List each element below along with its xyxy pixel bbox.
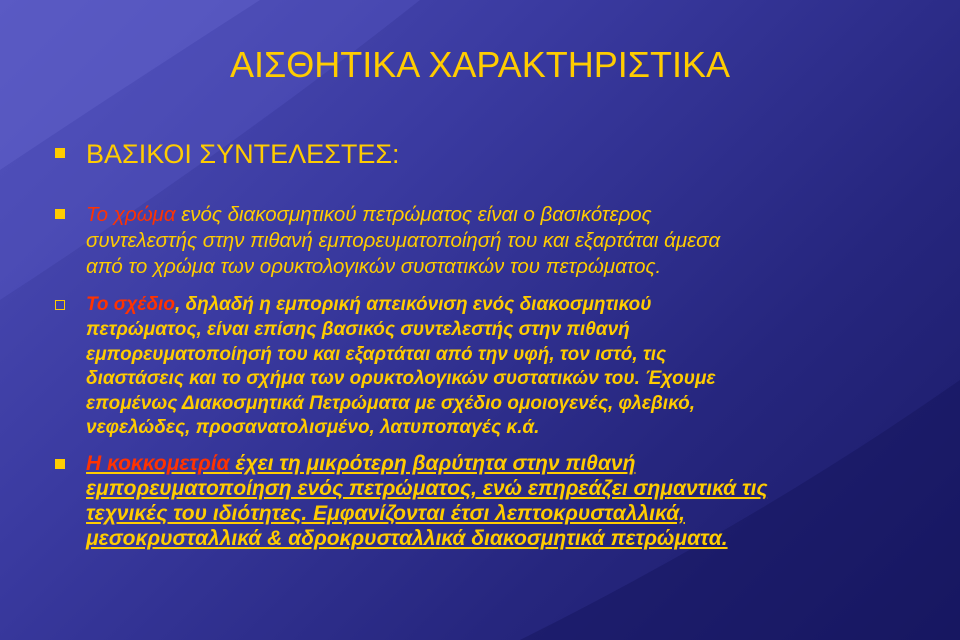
paragraph-3-line-2: εμπορευματοποίηση ενός πετρώματος, ενώ επηρεάζει σημαντικά τις [86, 477, 768, 500]
paragraph-3-line-1: Η κοκκομετρία έχει τη μικρότερη βαρύτητα στην πιθανή [86, 452, 636, 475]
bullet-icon [55, 209, 65, 219]
bullet-icon [55, 148, 65, 158]
paragraph-2-line-3: εμπορευματοποίησή του και εξαρτάται από την υφή, τον ιστό, τις [86, 344, 667, 365]
paragraph-1-line-2: συντελεστής στην πιθανή εμπορευματοποίησή του και εξαρτάται άμεσα [86, 229, 721, 252]
highlight-grain-term: Η κοκκομετρία [86, 452, 230, 475]
highlight-color-term: Το χρώμα [86, 203, 176, 226]
slide-title: ΑΙΣΘΗΤΙΚΑ ΧΑΡΑΚΤΗΡΙΣΤΙΚΑ [230, 44, 730, 85]
paragraph-2-line-5: επομένως Διακοσμητικά Πετρώματα με σχέδιο ομοιογενές, φλεβικό, [86, 393, 696, 414]
paragraph-2-line-4: διαστάσεις και το σχήμα των ορυκτολογικών συστατικών του. Έχουμε [86, 368, 716, 389]
paragraph-2-line-2: πετρώματος, είναι επίσης βασικός συντελεστής στην πιθανή [86, 319, 630, 340]
paragraph-3-line-4: μεσοκρυσταλλικά & αδροκρυσταλλικά διακοσμητικά πετρώματα. [86, 527, 728, 550]
bullet-icon [55, 459, 65, 469]
paragraph-1-line-3: από το χρώμα των ορυκτολογικών συστατικών του πετρώματος. [86, 255, 662, 278]
paragraph-2-line-6: νεφελώδες, προσανατολισμένο, λατυποπαγές κ.ά. [86, 417, 540, 438]
section-heading: ΒΑΣΙΚΟΙ ΣΥΝΤΕΛΕΣΤΕΣ: [86, 139, 400, 169]
paragraph-3-line-3: τεχνικές του ιδιότητες. Εμφανίζονται έτσι λεπτοκρυσταλλικά, [86, 502, 685, 525]
highlight-design-term: Το σχέδιο [86, 294, 175, 315]
paragraph-2-line-1: Το σχέδιο, δηλαδή η εμπορική απεικόνιση ενός διακοσμητικού [86, 294, 652, 315]
paragraph-1-line-1: Το χρώμα ενός διακοσμητικού πετρώματος είναι ο βασικότερος [86, 203, 652, 226]
bullet-icon [55, 300, 65, 310]
